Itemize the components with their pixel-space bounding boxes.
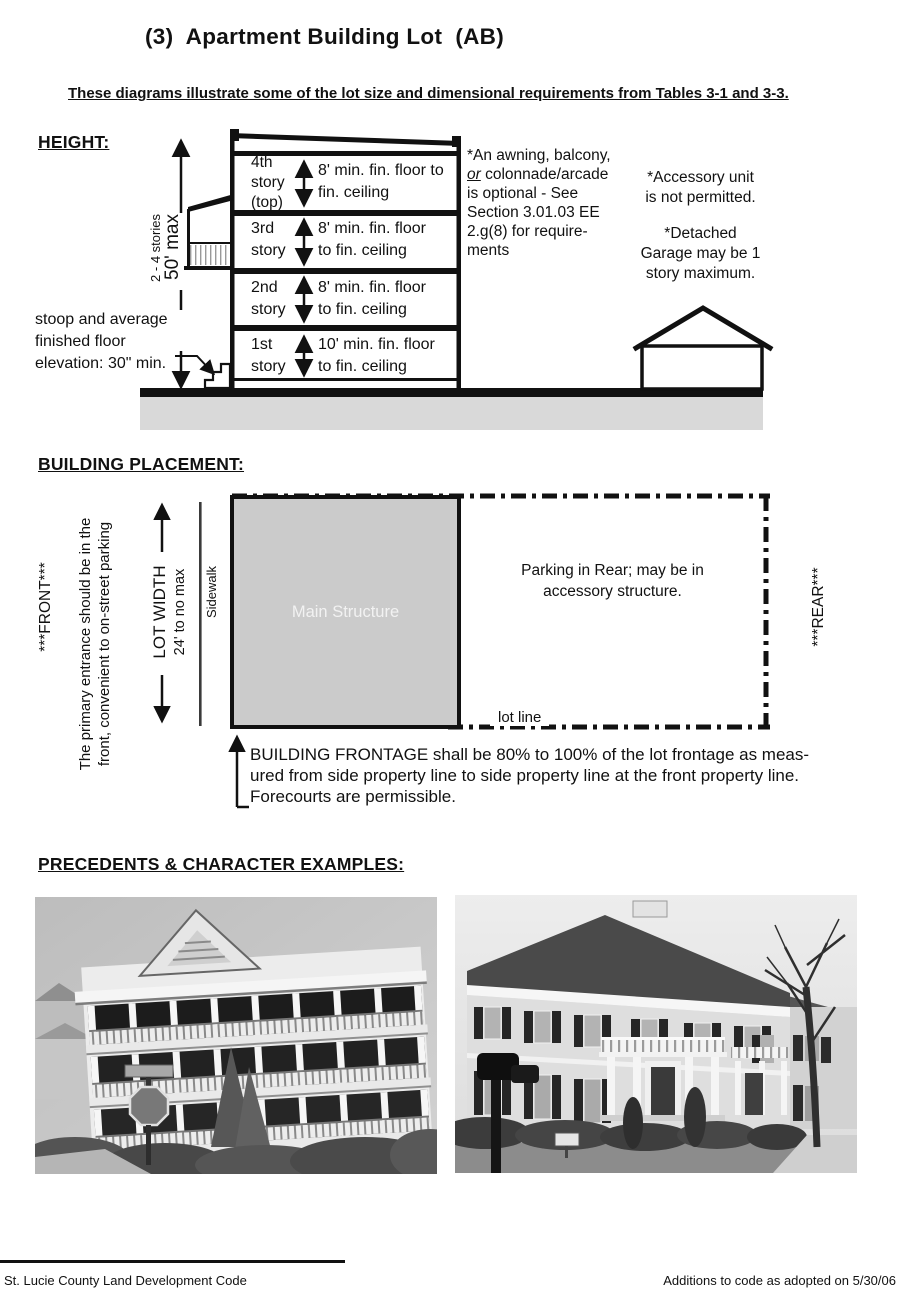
awning-note-line bbox=[467, 165, 611, 184]
story-label-line: story bbox=[251, 242, 286, 259]
frontage-note bbox=[250, 744, 809, 807]
photo-right-illustration bbox=[455, 895, 857, 1173]
main-structure-label: Main Structure bbox=[291, 603, 400, 621]
awning-note-line: is optional - See bbox=[467, 185, 579, 202]
stoop-note-line: finished floor bbox=[35, 333, 126, 350]
story-desc-line: to fin. ceiling bbox=[318, 242, 407, 259]
footer-right: Additions to code as adopted on 5/30/06 bbox=[663, 1273, 896, 1288]
lot-line-label: lot line bbox=[490, 709, 549, 726]
lot-width-value: 24' to no max bbox=[172, 568, 188, 656]
lot-width-labels bbox=[150, 547, 190, 677]
porch bbox=[184, 194, 234, 270]
frontage-note-line: Forecourts are permissible. bbox=[250, 787, 456, 806]
story-label-line: 2nd bbox=[251, 279, 278, 296]
parking-note-line: Parking in Rear; may be in bbox=[521, 562, 704, 579]
garage-note-line: Garage may be 1 bbox=[640, 245, 761, 262]
awning-note-line: Section 3.01.03 EE bbox=[467, 204, 600, 221]
parking-note-line: accessory structure. bbox=[543, 583, 682, 600]
awning-note-line: 2.g(8) for require- bbox=[467, 223, 588, 240]
story-label-line: 3rd bbox=[251, 220, 275, 237]
story-desc-2nd bbox=[318, 277, 426, 321]
story-row-2nd bbox=[251, 277, 286, 321]
photo-right bbox=[455, 895, 857, 1173]
sidewalk-line bbox=[199, 502, 202, 726]
story-row-3rd bbox=[251, 218, 286, 262]
frontage-note-line: BUILDING FRONTAGE shall be 80% to 100% of the lot frontage as meas- bbox=[250, 745, 810, 764]
entrance-note-line: front, convenient to on-street parking bbox=[96, 521, 113, 767]
max-height-label: 50' max bbox=[162, 214, 183, 280]
story-row-4th bbox=[251, 153, 285, 213]
parking-note bbox=[465, 560, 760, 602]
story-desc-3rd bbox=[318, 218, 426, 262]
awning-note-line: *An awning, balcony, bbox=[467, 147, 611, 164]
page-subtitle: These diagrams illustrate some of the lot size and dimensional requirements from Tables 3-1 and 3-3. bbox=[68, 85, 789, 102]
accessory-note-line: *Accessory unit bbox=[647, 169, 754, 186]
photo-left-illustration bbox=[35, 897, 437, 1174]
garage-icon bbox=[636, 308, 770, 389]
story-desc-line: 8' min. fin. floor to bbox=[318, 162, 444, 179]
rear-label: ***REAR*** bbox=[810, 567, 827, 647]
or-emphasis: or bbox=[467, 166, 481, 183]
footer-rule bbox=[0, 1260, 345, 1263]
page-title: (3) Apartment Building Lot (AB) bbox=[145, 24, 505, 49]
frontage-pointer bbox=[237, 738, 249, 807]
awning-note-line: ments bbox=[467, 242, 510, 259]
story-label-line: 4th bbox=[251, 154, 273, 171]
story-label-line: (top) bbox=[251, 194, 283, 211]
footer-left: St. Lucie County Land Development Code bbox=[4, 1273, 247, 1288]
story-label-line: 1st bbox=[251, 336, 273, 353]
garage-note-line: story maximum. bbox=[645, 265, 756, 282]
accessory-note-line: is not permitted. bbox=[645, 189, 756, 206]
story-desc-1st bbox=[318, 334, 435, 378]
ground-fill bbox=[140, 397, 763, 430]
lot-width-label: LOT WIDTH bbox=[150, 565, 169, 659]
story-desc-line: to fin. ceiling bbox=[318, 301, 407, 318]
story-desc-line: fin. ceiling bbox=[318, 184, 390, 201]
frontage-note-line: ured from side property line to side property line at the front property line. bbox=[250, 766, 800, 785]
story-label-line: story bbox=[251, 174, 285, 191]
sidewalk-label: Sidewalk bbox=[204, 565, 219, 619]
entrance-note-line: The primary entrance should be in the bbox=[77, 517, 94, 771]
front-label: ***FRONT*** bbox=[37, 562, 54, 652]
garage-note-line: *Detached bbox=[664, 225, 737, 242]
precedents-heading: PRECEDENTS & CHARACTER EXAMPLES: bbox=[38, 854, 405, 874]
stoop-note bbox=[35, 309, 168, 375]
story-desc-line: to fin. ceiling bbox=[318, 358, 407, 375]
photo-left bbox=[35, 897, 437, 1174]
accessory-note bbox=[628, 168, 773, 208]
stoop-note-line: elevation: 30" min. bbox=[35, 355, 167, 372]
story-label-line: story bbox=[251, 358, 286, 375]
story-label-line: story bbox=[251, 301, 286, 318]
story-row-1st bbox=[251, 334, 286, 378]
garage-note bbox=[623, 224, 778, 284]
story-desc-line: 10' min. fin. floor bbox=[318, 336, 435, 353]
entrance-note bbox=[76, 494, 114, 794]
stoop-note-line: stoop and average bbox=[35, 311, 168, 328]
placement-heading: BUILDING PLACEMENT: bbox=[38, 454, 245, 474]
story-desc-4th bbox=[318, 160, 444, 204]
height-heading: HEIGHT: bbox=[38, 132, 110, 152]
awning-note-rest: colonnade/arcade bbox=[480, 166, 609, 183]
story-desc-line: 8' min. fin. floor bbox=[318, 279, 426, 296]
roof-cupola bbox=[633, 901, 667, 917]
stories-range-label: 2 - 4 stories bbox=[148, 214, 163, 282]
story-desc-line: 8' min. fin. floor bbox=[318, 220, 426, 237]
awning-note bbox=[467, 146, 611, 260]
